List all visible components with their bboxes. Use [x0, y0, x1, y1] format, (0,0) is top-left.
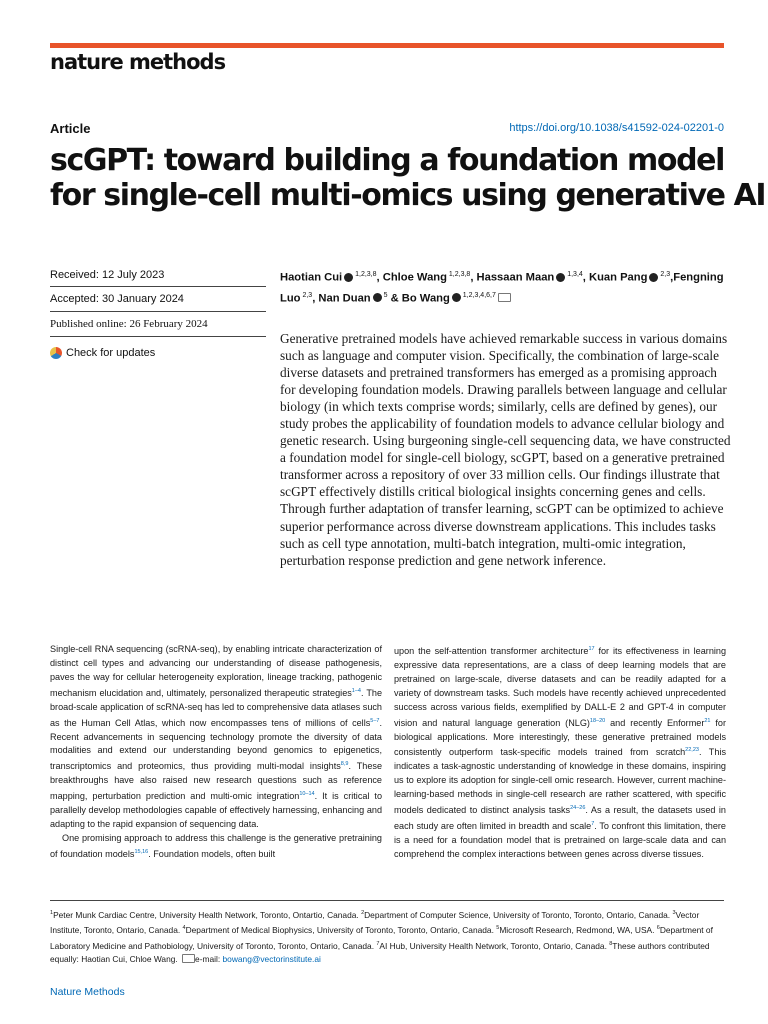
citation-ref[interactable]: 7 [591, 821, 595, 827]
body-text: for biological applications. More interestingly, these generative pretrained models consistently outperform task-specific models trained from scratch [394, 717, 727, 758]
author-separator: & [387, 292, 402, 305]
author-separator: , [582, 271, 589, 284]
body-text: . It is critical to parallelly develop methodologies capable of effectively harnessing, enhancing and adapting to the rapid expansion of sequencing data. [50, 791, 382, 829]
article-dates [50, 262, 266, 362]
author-affiliation-marks: 5 [381, 291, 388, 299]
affiliation-text: Department of Medical Biophysics, University of Toronto, Toronto, Ontario, Canada. [185, 925, 497, 936]
affiliation-text: Department of Computer Science, University of Toronto, Toronto, Ontario, Canada. [364, 909, 673, 920]
author-affiliation-marks: 2,3 [300, 291, 313, 299]
body-text: . To confront this limitation, there is a need for a foundation model that is pretrained on large-scale data and can comprehend the complex interactions between genes across diverse tissues. [394, 821, 726, 859]
author-separator: , [670, 271, 674, 284]
author-name: Bo Wang [401, 292, 450, 305]
affiliation-text: Department of Laboratory Medicine and Pathobiology, University of Toronto, Toronto, Ontario, Canada. [50, 925, 713, 951]
accepted-date: Accepted: 30 January 2024 [50, 287, 266, 312]
body-text: Single-cell RNA sequencing (scRNA-seq), by enabling intricate characterization of distinct cell types and advancing our understanding of disease pathogenesis, paves the way for cellular heterogeneity exploration, lineage tracking, pathogenic mechanism elucidation and, ultimately, personalized therapeutic strategies [50, 644, 382, 698]
author-name: Kuan Pang [589, 271, 648, 284]
body-column-right [394, 643, 726, 862]
check-for-updates-label: Check for updates [66, 346, 156, 359]
affiliation-number: 5 [496, 925, 500, 932]
body-paragraph [50, 832, 382, 862]
affiliation-number: 8 [609, 940, 613, 947]
affiliation-text: These authors contributed equally: Haotian Cui, Chloe Wang. [50, 940, 710, 964]
affiliation-number: 4 [182, 925, 186, 932]
orcid-icon[interactable] [452, 293, 461, 302]
body-text: . As a result, the datasets used in each study are often limited in breadth and scale [394, 805, 726, 832]
author-name: Hassaan Maan [476, 271, 555, 284]
citation-ref[interactable]: 18–20 [589, 717, 606, 724]
body-text: . Foundation models, often built [148, 848, 276, 859]
mail-icon [182, 954, 195, 963]
body-text: . These breakthroughs have also raised new research questions such as reference mapping, perturbation prediction and multi-omic integration [50, 761, 382, 802]
abstract: Generative pretrained models have achieved remarkable success in various domains such as language and computer vision. Specifically, the combination of large-scale diverse datasets and pretrained transformers has emerged as a promising approach for developing foundation models. Drawing parallels between language and cellular biology (in which texts comprise words; similarly, cells are defined by genes), our study probes the applicability of foundation models to advance cellular biology and genetic research. Using burgeoning single-cell sequencing data, we have constructed a foundation model for single-cell biology, scGPT, based on a generative pretrained transformer across a repository of over 33 million cells. Our findings illustrate that scGPT effectively distills critical biological insights concerning genes and cells. Through further adaptation of transfer learning, scGPT can be optimized to achieve superior performance across diverse downstream applications. This includes tasks such as cell type annotation, multi-batch integration, multi-omic integration, perturbation response prediction and gene network inference. [280, 331, 731, 568]
affiliation-number: 2 [361, 910, 365, 916]
author-name: Haotian Cui [280, 271, 343, 284]
body-text: upon the self-attention transformer architecture [394, 646, 589, 657]
citation-ref[interactable]: 17 [588, 646, 595, 652]
body-paragraph [394, 643, 726, 862]
citation-ref[interactable]: 5–7 [370, 717, 380, 724]
body-column-left [50, 643, 382, 862]
check-for-updates-icon [50, 347, 62, 359]
affiliations [50, 907, 728, 966]
citation-ref[interactable]: 1–4 [351, 687, 361, 694]
journal-accent-bar [50, 43, 724, 48]
title-line: for single-cell multi-omics using generative AI [50, 178, 766, 213]
author-affiliation-marks: 1,2,3,8 [353, 271, 377, 278]
author-name: Chloe Wang [382, 271, 447, 284]
body-text: and recently Enformer [605, 717, 705, 728]
orcid-icon[interactable] [373, 293, 382, 302]
author-list [280, 266, 730, 307]
author-affiliation-marks: 1,2,3,8 [446, 271, 471, 278]
affiliation-text: AI Hub, University Health Network, Toronto, Ontario, Canada. [379, 940, 610, 951]
citation-ref[interactable]: 21 [704, 717, 711, 724]
affiliation-number: 6 [656, 925, 660, 932]
body-text: One promising approach to address this challenge is the generative pretraining of foundation models [50, 832, 382, 859]
citation-ref[interactable]: 8,9 [340, 761, 349, 768]
orcid-icon[interactable] [344, 273, 353, 282]
body-text: . This indicates a task-agnostic understanding of knowledge in these domains, inspiring us to explore its adoption for single-cell omic research. However, current machine-learning-based methods in single-cell research are rather scattered, with specific models dedicated to distinct analysis tasks [394, 747, 726, 816]
citation-ref[interactable]: 10–14 [299, 791, 315, 798]
affiliation-number: 1 [50, 910, 54, 916]
article-title [50, 143, 766, 213]
author-separator: , [312, 292, 319, 305]
body-text: . Recent advancements in sequencing technology promote the diversity of data modalities and extend our understanding beyond genomics to epigenetics, transcriptomics and proteomics, thus providing multi-modal insights [50, 717, 382, 772]
author-name: Fengning Luo [280, 271, 724, 305]
affiliation-text: e-mail: [195, 953, 223, 964]
citation-ref[interactable]: 24–26 [570, 805, 586, 812]
title-line: scGPT: toward building a foundation model [50, 143, 724, 178]
author-affiliation-marks: 2,3 [658, 271, 671, 278]
author-affiliation-marks: 1,3,4 [565, 271, 583, 278]
published-date: Published online: 26 February 2024 [50, 312, 266, 337]
author-separator: , [376, 271, 383, 284]
footnote-divider [50, 900, 724, 901]
affiliation-text: Microsoft Research, Redmond, WA, USA. [499, 925, 657, 936]
body-text: for its effectiveness in learning expressive data representations, are a class of deep learning models that are pretrained on large-scale, diverse datasets and can be readily adapted for a variety of downstream tasks. Such models have recently achieved unprecedented success across various fields, exemplified by DALL-E 2 and GPT-4 in computer vision and natural language generation (NLG) [394, 646, 727, 728]
author-name: Nan Duan [318, 292, 371, 305]
affiliation-text: Vector Institute, Toronto, Ontario, Canada. [50, 909, 700, 936]
citation-ref[interactable]: 22,23 [685, 747, 699, 754]
body-text: . The broad-scale application of scRNA-seq has led to comprehensive data atlases such as the Human Cell Atlas, which now encompasses tens of millions of cells [50, 687, 382, 728]
doi-link[interactable]: https://doi.org/10.1038/s41592-024-02201-0 [509, 122, 724, 134]
affiliation-text: Peter Munk Cardiac Centre, University Health Network, Toronto, Ontartio, Canada. [53, 909, 362, 920]
orcid-icon[interactable] [556, 273, 565, 282]
body-paragraph [50, 643, 382, 832]
author-separator: , [470, 271, 477, 284]
affiliation-number: 3 [672, 910, 676, 916]
check-for-updates-button[interactable] [50, 337, 266, 362]
article-type-label: Article [50, 121, 91, 136]
citation-ref[interactable]: 15,16 [134, 848, 149, 855]
author-affiliation-marks: 1,2,3,4,6,7 [460, 291, 496, 299]
journal-name: nature methods [50, 50, 226, 74]
footer-journal-name: Nature Methods [50, 986, 125, 998]
mail-icon[interactable] [498, 293, 511, 302]
received-date: Received: 12 July 2023 [50, 262, 266, 287]
affiliation-number: 7 [376, 940, 380, 947]
email-link[interactable]: bowang@vectorinstitute.ai [222, 953, 321, 964]
